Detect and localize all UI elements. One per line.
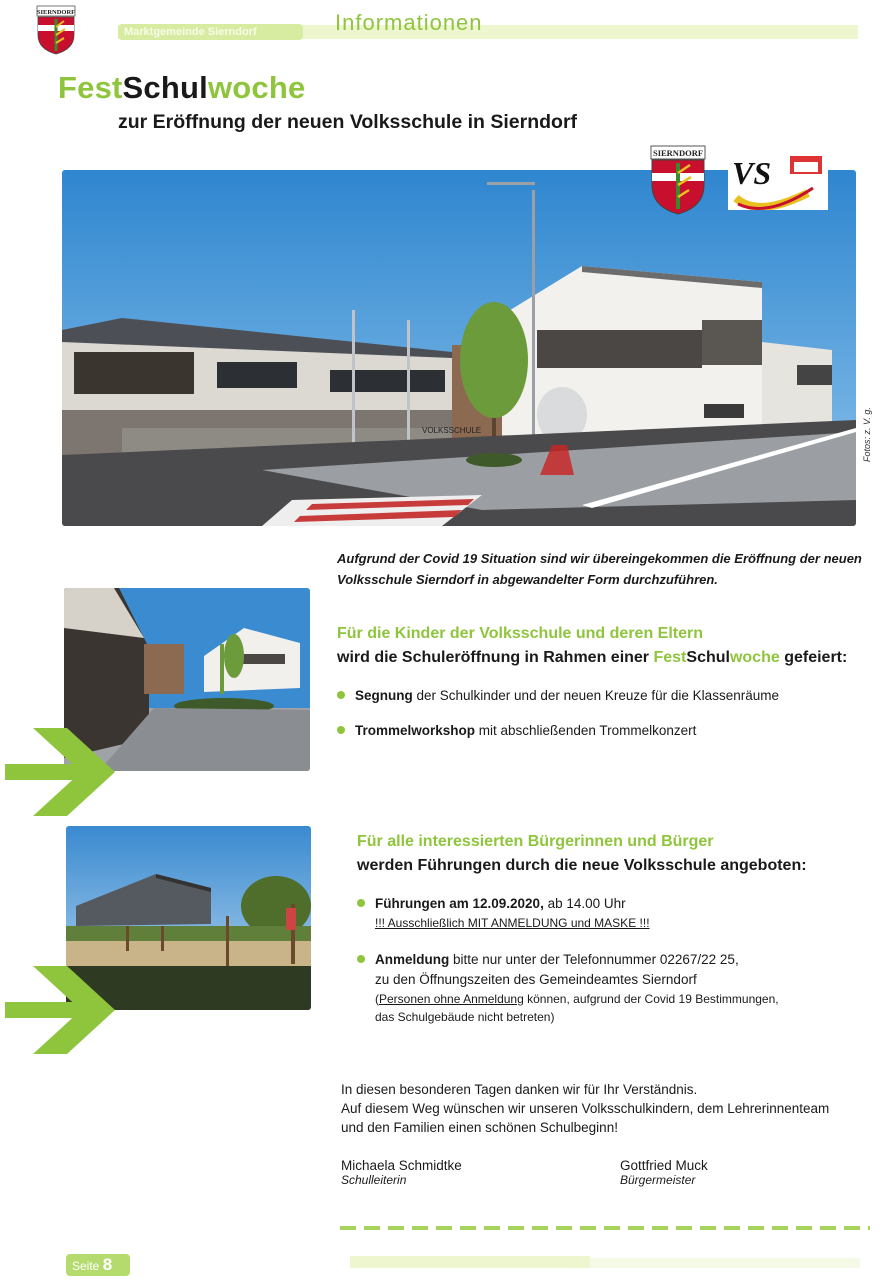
section1-bullet-2-text: mit abschließenden Trommelkonzert [475,723,697,738]
section1-heading-green: Für die Kinder der Volksschule und deren Eltern [337,625,703,642]
section2-heading [357,830,877,878]
footer-bar-light [590,1258,860,1268]
green-arrow-decoration-2 [5,966,117,1056]
section2-heading-green: Für alle interessierten Bürgerinnen und Bürger [357,833,714,850]
closing-line-3: und den Familien einen schönen Schulbeginn! [341,1120,618,1135]
vs-logo-text: VS [732,155,772,191]
sierndorf-crest-logo [36,5,76,55]
section1-bullet-2 [337,721,875,741]
main-school-photo [62,170,856,526]
section1-bullet-2-bold: Trommelworkshop [355,723,476,738]
page-subtitle: zur Eröffnung der neuen Volksschule in Sierndorf [118,111,578,133]
building-sign-text: VOLKSSCHULE [422,426,482,435]
signature-schulleiterin [341,1158,462,1187]
closing-line-2: Auf diesem Weg wünschen wir unseren Volksschulkindern, dem Lehrerinnenteam [341,1101,830,1116]
page-number-badge [66,1254,130,1276]
section1-heading-schul: Schul [686,649,730,666]
section2-bullet-2-text: bitte nur unter der Telefonnummer 02267/22 25, [449,952,739,967]
crest-large-text: SIERNDORF [652,148,704,158]
section1-bullet-1-bold: Segnung [355,688,413,703]
signature-name: Gottfried Muck [620,1158,708,1173]
footer-dashed-line [340,1226,870,1230]
signature-role: Schulleiterin [341,1173,407,1187]
footer-bar [350,1256,590,1268]
title-fest: Fest [58,70,123,105]
closing-text [341,1080,871,1137]
section1-heading-pre: wird die Schuleröffnung in Rahmen einer [337,649,650,666]
section2-note-rest: können, aufgrund der Covid 19 Bestimmungen, [523,992,779,1006]
section2-bullet-2-line2: zu den Öffnungszeiten des Gemeindeamtes Sierndorf [375,972,697,987]
title-schul: Schul [122,70,208,105]
crest-text: SIERNDORF [36,9,76,16]
section1-heading-post: gefeiert: [784,649,848,666]
vs-school-logo [728,148,828,210]
section2-bullet-1-note: !!! Ausschließlich MIT ANMELDUNG und MASKE !!! [375,916,650,930]
signature-buergermeister [620,1158,708,1187]
section2-heading-black: werden Führungen durch die neue Volksschule angeboten: [357,857,807,874]
photo-credit: Fotos: z. V. g. [862,407,872,462]
page-number: 8 [102,1255,113,1274]
bullet-dot [357,955,365,963]
header-pill: Marktgemeinde Sierndorf [118,24,303,40]
section2-bullet-2 [357,950,875,1026]
section1-heading [337,622,877,670]
bullet-dot [337,691,345,699]
section1-heading-black [337,646,877,670]
section2-bullet-2-note [375,990,875,1008]
signature-role: Bürgermeister [620,1173,696,1187]
section2-bullet-2-note-line2: das Schulgebäude nicht betreten) [375,1010,555,1024]
section2-bullet-1-text: ab 14.00 Uhr [543,896,626,911]
section2-bullet-1 [357,894,875,932]
title-woche: woche [207,70,306,105]
section-title: Informationen [335,10,483,35]
paren-open: ( [375,992,379,1006]
page-label: Seite [72,1259,100,1273]
bullet-dot [357,899,365,907]
section2-bullet-1-bold: Führungen am 12.09.2020, [375,896,544,911]
signature-name: Michaela Schmidtke [341,1158,462,1173]
section1-heading-fest: Fest [653,649,687,666]
section1-heading-woche: woche [729,649,780,666]
green-arrow-decoration-1 [5,728,117,818]
bullet-dot [337,726,345,734]
section1-bullet-1 [337,686,875,706]
closing-line-1: In diesen besonderen Tagen danken wir für Ihr Verständnis. [341,1082,698,1097]
section2-note-underlined: Personen ohne Anmeldung [379,992,524,1006]
sierndorf-crest-large [650,145,706,215]
section1-bullet-1-text: der Schulkinder und der neuen Kreuze für die Klassenräume [412,688,779,703]
section2-bullet-2-bold: Anmeldung [375,952,450,967]
page-title [58,70,305,106]
intro-text: Aufgrund der Covid 19 Situation sind wir übereingekommen die Eröffnung der neuen Volksschule Sierndorf in abgewandelter Form durchzuführen. [337,551,862,587]
